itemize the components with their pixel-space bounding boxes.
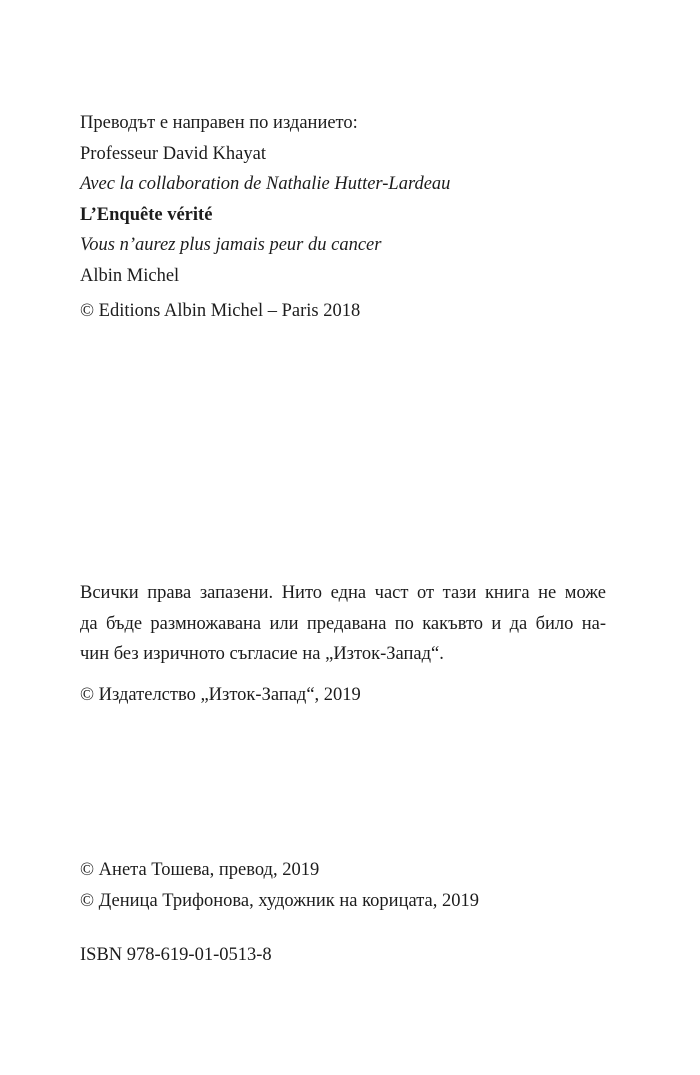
rights-notice: [80, 578, 620, 670]
original-subtitle: Vous n’aurez plus jamais peur du cancer: [80, 235, 382, 255]
original-publisher: Albin Michel: [80, 265, 180, 286]
isbn-number: ISBN 978-619-01-0513-8: [80, 945, 272, 965]
publisher-copyright-notice: © Издателство „Изток-Запад“, 2019: [80, 685, 361, 705]
original-copyright-block: [80, 296, 620, 327]
translation-source-intro: Преводът е направен по изданието:: [80, 113, 358, 133]
publisher-copyright-block: [80, 680, 620, 711]
original-title: L’Enquête vérité: [80, 204, 213, 225]
rights-notice-line-1: Всички права запазени. Нито една част от тази книга не може: [80, 583, 606, 603]
cover-artist-credit: © Деница Трифонова, художник на корицата, 2019: [80, 890, 479, 911]
credits: [80, 855, 620, 916]
original-edition-info: [80, 108, 620, 291]
original-copyright-notice: © Editions Albin Michel – Paris 2018: [80, 301, 361, 321]
rights-notice-line-2: да бъде размножавана или предавана по какъвто и да било на-: [80, 613, 606, 634]
original-author: Professeur David Khayat: [80, 143, 266, 164]
rights-notice-line-3: чин без изричното съгласие на „Изток-Запад“.: [80, 644, 444, 664]
original-collaboration: Avec la collaboration de Nathalie Hutter-Lardeau: [80, 174, 451, 194]
translator-credit: © Анета Тошева, превод, 2019: [80, 860, 320, 880]
isbn-block: [80, 940, 620, 971]
